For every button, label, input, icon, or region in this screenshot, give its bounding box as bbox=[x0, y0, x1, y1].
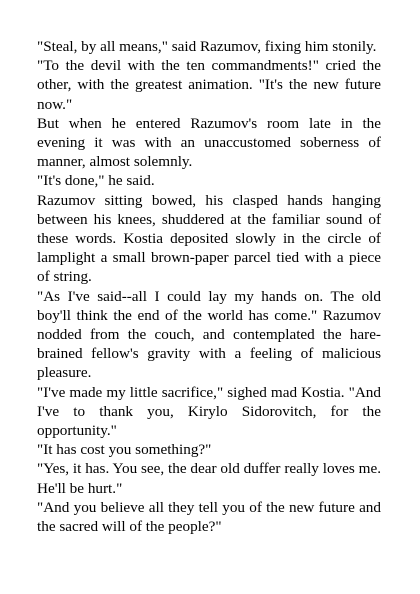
paragraph: "As I've said--all I could lay my hands on. The old boy'll think the end of the world has come." Razumov nodded from the couch, and contemplated the hare-brained fellow's gravity with a feeling of malicious pleasure. bbox=[37, 287, 381, 382]
paragraph: "Yes, it has. You see, the dear old duffer really loves me. He'll be hurt." bbox=[37, 460, 381, 497]
document-page bbox=[37, 37, 381, 536]
paragraph: "To the devil with the ten commandments!" cried the other, with the greatest animation. "It's the new future now." bbox=[37, 57, 381, 113]
paragraph: "Steal, by all means," said Razumov, fixing him stonily. bbox=[37, 38, 377, 55]
paragraph: But when he entered Razumov's room late in the evening it was with an unaccustomed soberness of manner, almost solemnly. bbox=[37, 114, 381, 171]
paragraph: "And you believe all they tell you of the new future and the sacred will of the people?" bbox=[37, 498, 381, 536]
paragraph: "It has cost you something?" bbox=[37, 441, 212, 459]
paragraph: "I've made my little sacrifice," sighed mad Kostia. "And I've to thank you, Kirylo Sidorovitch, for the opportunity." bbox=[37, 383, 381, 440]
paragraph: "It's done," he said. bbox=[37, 172, 155, 190]
paragraph: Razumov sitting bowed, his clasped hands hanging between his knees, shuddered at the familiar sound of these words. Kostia deposited slowly in the circle of lamplight a small brown-paper parcel tied with a piece of string. bbox=[37, 191, 381, 286]
